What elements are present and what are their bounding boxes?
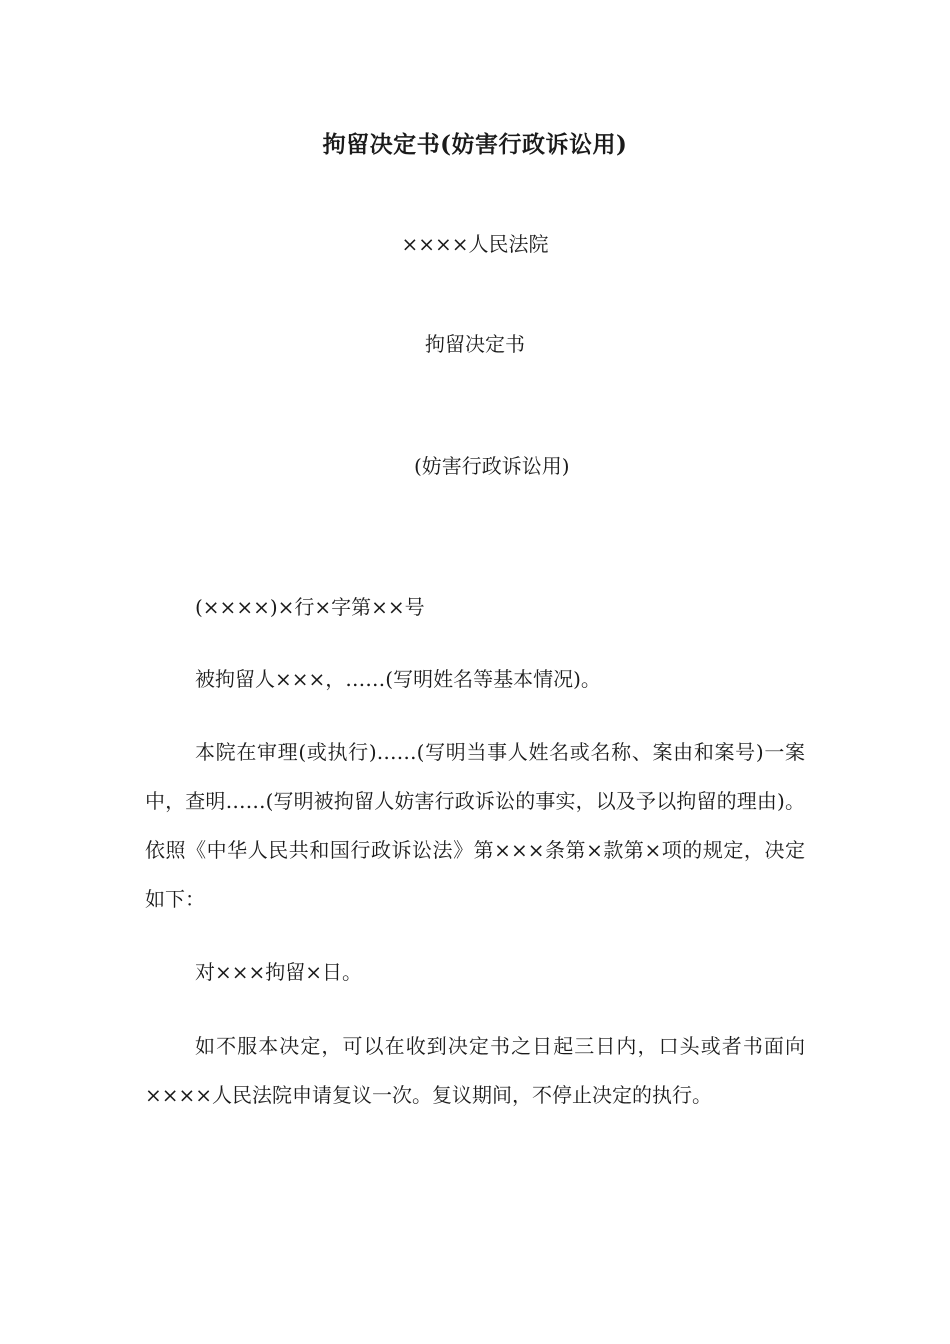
document-title: 拘留决定书(妨害行政诉讼用) — [322, 131, 628, 158]
document-subtitle: 拘留决定书 — [425, 332, 525, 356]
decision-paragraph: 对×××拘留×日。 — [195, 960, 363, 984]
document-usage-note: (妨害行政诉讼用) — [414, 454, 570, 478]
detainee-paragraph: 被拘留人×××，……(写明姓名等基本情况)。 — [195, 667, 601, 691]
court-name: ××××人民法院 — [401, 232, 549, 256]
appeal-paragraph: 如不服本决定，可以在收到决定书之日起三日内，口头或者书面向××××人民法院申请复议一次。复议期间，不停止决定的执行。 — [145, 1034, 805, 1107]
facts-paragraph: 本院在审理(或执行)……(写明当事人姓名或名称、案由和案号)一案中，查明……(写明被拘留人妨害行政诉讼的事实，以及予以拘留的理由)。依照《中华人民共和国行政诉讼法》第×××条第×款第×项的规定，决定如下： — [145, 740, 805, 911]
case-number: (××××)×行×字第××号 — [195, 595, 425, 619]
